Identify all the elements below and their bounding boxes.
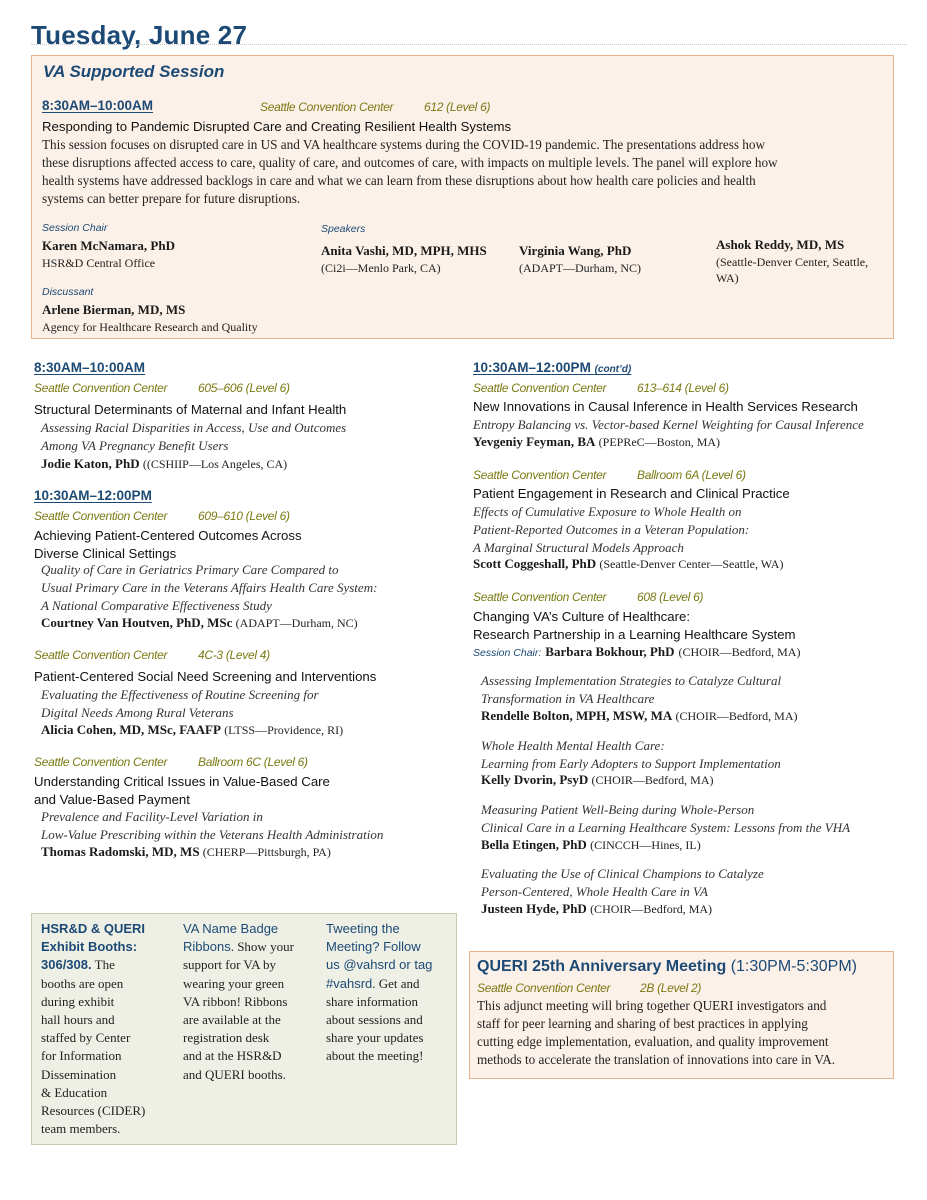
note-heading-line: us @vahsrd or tag <box>326 957 433 973</box>
note-heading-line: HSR&D & QUERI <box>41 921 146 936</box>
description-line: cutting edge implementation, evaluation, and quality improvement <box>477 1034 829 1049</box>
session-room: 613–614 (Level 6) <box>637 381 729 395</box>
session-time: 8:30AM–10:00AM <box>42 98 154 113</box>
discussant-label: Discussant <box>42 286 94 298</box>
note-text-line: & Education <box>41 1084 108 1100</box>
chair-name: Karen McNamara, PhD <box>42 238 175 253</box>
discussant-affiliation: Agency for Healthcare Research and Quality <box>42 320 258 334</box>
talk-line: Digital Needs Among Rural Veterans <box>41 705 234 720</box>
note-text-line: VA ribbon! Ribbons <box>183 993 288 1009</box>
queri-title-text: QUERI 25th Anniversary Meeting <box>477 958 727 975</box>
session-title <box>473 608 796 644</box>
note-text-line: staffed by Center <box>41 1030 131 1046</box>
presenter-affiliation: ((CSHIIP—Los Angeles, CA) <box>142 457 288 471</box>
description-line: staff for peer learning and sharing of best practices in applying <box>477 1016 808 1031</box>
presenter <box>481 837 701 853</box>
talk-line: Evaluating the Effectiveness of Routine Screening for <box>41 687 319 702</box>
talk-title <box>481 801 850 837</box>
talk-title <box>473 503 749 557</box>
talk-line: Quality of Care in Geriatrics Primary Care Compared to <box>41 562 339 577</box>
title-divider <box>31 44 907 45</box>
session-room: Ballroom 6A (Level 6) <box>637 468 746 482</box>
speaker-affiliation: WA) <box>716 271 739 285</box>
presenter <box>481 708 798 724</box>
presenter-affiliation: (CHOIR—Bedford, MA) <box>675 709 798 723</box>
session-venue: Seattle Convention Center <box>34 755 168 769</box>
session-title: Structural Determinants of Maternal and Infant Health <box>34 402 347 417</box>
queri-anniversary-box <box>469 951 894 1079</box>
speakers-label: Speakers <box>321 223 366 235</box>
presenter-name: Courtney Van Houtven, PhD, MSc <box>41 615 233 630</box>
talk-line: Assessing Implementation Strategies to Catalyze Cultural <box>481 673 782 688</box>
presenter-name: Justeen Hyde, PhD <box>481 901 587 916</box>
presenter-name: Jodie Katon, PhD <box>41 456 140 471</box>
note-text-line: during exhibit <box>41 993 115 1009</box>
talk-line: Measuring Patient Well-Being during Whole-Person <box>481 802 755 817</box>
session-title-line: Changing VA’s Culture of Healthcare: <box>473 609 690 624</box>
info-box <box>31 913 457 1145</box>
talk-line: Clinical Care in a Learning Healthcare System: Lessons from the VHA <box>481 820 851 835</box>
presenter-affiliation: (CHERP—Pittsburgh, PA) <box>202 845 331 859</box>
discussant-name: Arlene Bierman, MD, MS <box>42 302 186 317</box>
talk-line: Patient-Reported Outcomes in a Veteran Population: <box>473 522 750 537</box>
description-line: This adjunct meeting will bring together QUERI investigators and <box>477 998 827 1013</box>
presenter <box>481 901 712 917</box>
chair-label: Session Chair: <box>473 647 542 659</box>
session-venue: Seattle Convention Center <box>473 468 607 482</box>
session-venue: Seattle Convention Center <box>34 648 168 662</box>
talk-title <box>41 561 377 615</box>
presenter-name: Alicia Cohen, MD, MSc, FAAFP <box>41 722 221 737</box>
speaker-name: Ashok Reddy, MD, MS <box>716 237 845 252</box>
chair-affiliation: (CHOIR—Bedford, MA) <box>678 645 801 659</box>
session-chair <box>473 643 800 661</box>
block-time-suffix: (cont’d) <box>594 364 632 375</box>
note-text-line: are available at the <box>183 1012 281 1028</box>
presenter-affiliation: (LTSS—Providence, RI) <box>224 723 344 737</box>
session-venue: Seattle Convention Center <box>34 381 168 395</box>
chair-affiliation: HSR&D Central Office <box>42 256 156 270</box>
session-venue: Seattle Convention Center <box>473 381 607 395</box>
session-title-line: New Innovations in Causal Inference in Health Services Research <box>473 399 858 414</box>
speaker-affiliation: (ADAPT—Durham, NC) <box>519 261 641 275</box>
presenter-affiliation: (CINCCH—Hines, IL) <box>590 838 701 852</box>
talk-line: Whole Health Mental Health Care: <box>481 738 665 753</box>
talk-title <box>41 686 319 722</box>
speaker-affiliation: (Seattle-Denver Center, Seattle, <box>716 255 869 269</box>
talk-line: Learning from Early Adopters to Support Implementation <box>481 756 781 771</box>
session-title-line: Patient-Centered Social Need Screening and Interventions <box>34 669 377 684</box>
session-title-line: Achieving Patient-Centered Outcomes Across <box>34 528 302 543</box>
session-venue: Seattle Convention Center <box>473 590 607 604</box>
note-text-line: share information <box>326 993 419 1009</box>
talk-line: Transformation in VA Healthcare <box>481 691 655 706</box>
session-title <box>34 527 302 563</box>
note-heading-line: VA Name Badge <box>183 921 279 936</box>
presenter <box>473 556 783 572</box>
session-title <box>34 773 330 809</box>
description-line: methods to accelerate the translation of innovations into care in VA. <box>477 1052 836 1067</box>
presenter-affiliation: (CHOIR—Bedford, MA) <box>591 773 714 787</box>
presenter-name: Yevgeniy Feyman, BA <box>473 434 596 449</box>
note-heading-line: Ribbons <box>183 939 231 955</box>
session-room: 608 (Level 6) <box>637 590 704 604</box>
session-title-line: Patient Engagement in Research and Clinical Practice <box>473 486 790 501</box>
presenter <box>41 844 331 860</box>
session-description <box>42 136 892 208</box>
block-time <box>473 360 631 375</box>
note-text-line: about sessions and <box>326 1012 423 1028</box>
presenter <box>41 615 358 631</box>
talk-title <box>473 416 864 434</box>
session-title-line: and Value-Based Payment <box>34 792 190 807</box>
talk-line: A National Comparative Effectiveness Study <box>41 598 272 613</box>
queri-time: (1:30PM-5:30PM) <box>730 958 857 975</box>
presenter <box>41 722 343 738</box>
session-venue: Seattle Convention Center <box>477 981 611 995</box>
note-text-line: and QUERI booths. <box>183 1066 286 1082</box>
presenter-name: Kelly Dvorin, PsyD <box>481 772 589 787</box>
session-room: 609–610 (Level 6) <box>198 509 290 523</box>
talk-line: Evaluating the Use of Clinical Champions to Catalyze <box>481 866 764 881</box>
talk-title <box>481 737 781 773</box>
session-title <box>34 669 376 684</box>
session-title-line: Diverse Clinical Settings <box>34 546 177 561</box>
session-title <box>473 486 790 501</box>
session-room: 612 (Level 6) <box>424 100 491 114</box>
session-title: Responding to Pandemic Disrupted Care and Creating Resilient Health Systems <box>42 119 512 134</box>
tweeting-note <box>326 920 456 1066</box>
presenter-affiliation: (PEPReC—Boston, MA) <box>598 435 721 449</box>
exhibit-booths-note <box>41 920 181 1138</box>
presenter-affiliation: (ADAPT—Durham, NC) <box>235 616 358 630</box>
note-text-line: booths are open <box>41 975 124 991</box>
presenter-affiliation: (CHOIR—Bedford, MA) <box>590 902 713 916</box>
note-text-line: The <box>91 957 115 973</box>
session-room: 4C-3 (Level 4) <box>198 648 270 662</box>
note-heading-line: Tweeting the <box>326 921 400 936</box>
speaker-name: Virginia Wang, PhD <box>519 243 632 258</box>
note-text-line: for Information <box>41 1048 122 1064</box>
presenter-name: Scott Coggeshall, PhD <box>473 556 597 571</box>
block-time: 10:30AM–12:00PM <box>34 488 152 503</box>
presenter <box>473 434 720 450</box>
session-venue: Seattle Convention Center <box>34 509 168 523</box>
session-room: 605–606 (Level 6) <box>198 381 290 395</box>
session-title-line: Understanding Critical Issues in Value-Based Care <box>34 774 330 789</box>
va-supported-session-box <box>31 55 894 339</box>
session-room: 2B (Level 2) <box>640 981 702 995</box>
talk-line: Usual Primary Care in the Veterans Affairs Health Care System: <box>41 580 378 595</box>
queri-title <box>477 958 857 976</box>
session-title-line: Research Partnership in a Learning Healthcare System <box>473 627 796 642</box>
note-text-line: . Get and <box>372 975 420 991</box>
block-time-value: 10:30AM–12:00PM <box>473 360 591 375</box>
presenter <box>41 456 287 472</box>
presenter-name: Rendelle Bolton, MPH, MSW, MA <box>481 708 673 723</box>
note-text-line: support for VA by <box>183 957 277 973</box>
note-text-line: registration desk <box>183 1030 270 1046</box>
presenter <box>481 772 714 788</box>
talk-title <box>41 808 383 844</box>
note-text-line: Resources (CIDER) <box>41 1103 146 1119</box>
talk-line: Prevalence and Facility-Level Variation in <box>41 809 263 824</box>
queri-description <box>477 997 892 1069</box>
talk-line: Effects of Cumulative Exposure to Whole Health on <box>473 504 742 519</box>
description-line: these disruptions affected access to care, quality of care, and outcomes of care, with impacts on multiple levels. The panel will explore how <box>42 155 778 170</box>
session-room: Ballroom 6C (Level 6) <box>198 755 308 769</box>
page-title: Tuesday, June 27 <box>31 20 248 50</box>
presenter-affiliation: (Seattle-Denver Center—Seattle, WA) <box>599 557 784 571</box>
talk-title <box>41 419 346 455</box>
speaker-name: Anita Vashi, MD, MPH, MHS <box>321 243 487 258</box>
talk-line: Low-Value Prescribing within the Veterans Health Administration <box>41 827 384 842</box>
chair-name: Barbara Bokhour, PhD <box>545 644 675 659</box>
note-text-line: and at the HSR&D <box>183 1048 282 1064</box>
talk-line: Assessing Racial Disparities in Access, Use and Outcomes <box>41 420 347 435</box>
note-text-line: wearing your green <box>183 975 285 991</box>
talk-title <box>481 672 781 708</box>
speaker-affiliation: (Ci2i—Menlo Park, CA) <box>321 261 441 275</box>
presenter-name: Bella Etingen, PhD <box>481 837 587 852</box>
note-text-line: team members. <box>41 1121 121 1137</box>
note-heading-line: Meeting? Follow <box>326 939 421 955</box>
description-line: systems can better prepare for future disruptions. <box>42 191 301 206</box>
session-title <box>473 399 858 414</box>
note-heading-line: Exhibit Booths: <box>41 939 138 955</box>
note-heading-line: #vahsrd <box>326 975 373 991</box>
chair-label: Session Chair <box>42 222 108 234</box>
badge-ribbons-note <box>183 920 323 1084</box>
talk-title <box>481 865 764 901</box>
description-line: This session focuses on disrupted care in US and VA healthcare systems during the COVID-19 pandemic. The presentations address how <box>42 137 765 152</box>
note-text-line: share your updates <box>326 1030 424 1046</box>
talk-line: Entropy Balancing vs. Vector-based Kernel Weighting for Causal Inference <box>473 417 864 432</box>
talk-line: Among VA Pregnancy Benefit Users <box>41 438 229 453</box>
presenter-name: Thomas Radomski, MD, MS <box>41 844 200 859</box>
talk-line: Person-Centered, Whole Health Care in VA <box>481 884 708 899</box>
description-line: health systems have addressed backlogs in care and what we can learn from these disruptions about how health care policies and health <box>42 173 756 188</box>
note-heading-line: 306/308. <box>41 957 92 973</box>
session-venue: Seattle Convention Center <box>260 100 394 114</box>
talk-line: A Marginal Structural Models Approach <box>473 540 684 555</box>
block-time: 8:30AM–10:00AM <box>34 360 146 375</box>
note-text-line: about the meeting! <box>326 1048 424 1064</box>
note-text-line: hall hours and <box>41 1012 115 1028</box>
note-text-line: . Show your <box>230 939 294 955</box>
note-text-line: Dissemination <box>41 1066 117 1082</box>
box-title: VA Supported Session <box>43 62 225 81</box>
